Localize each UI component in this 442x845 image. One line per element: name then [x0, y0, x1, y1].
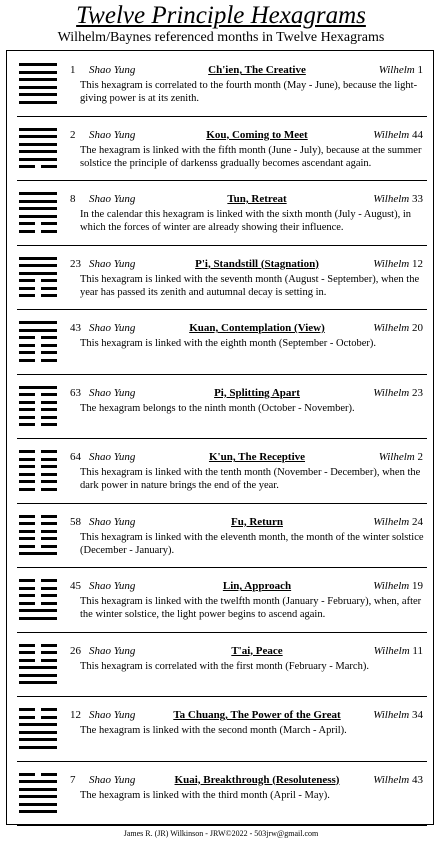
- yang-line: [19, 674, 57, 677]
- yin-line: [19, 587, 57, 590]
- shao-yung-number: 8: [70, 193, 76, 205]
- line-segment: [19, 294, 35, 297]
- shao-yung-label: Shao Yung: [89, 644, 136, 657]
- line-segment: [41, 458, 57, 461]
- yang-line: [19, 738, 57, 741]
- line-segment: [19, 71, 57, 74]
- yin-line: [19, 716, 57, 719]
- hexagram-entry: [7, 505, 433, 569]
- line-segment: [41, 708, 57, 711]
- wilhelm-label: Wilhelm: [373, 773, 410, 786]
- line-segment: [19, 480, 35, 483]
- wilhelm-number: 19: [412, 580, 423, 592]
- yang-line: [19, 723, 57, 726]
- shao-yung-number: 43: [70, 322, 81, 334]
- hexagram-description: This hexagram is linked with the tenth month (November - December), when the dark power in nature brings the end of the year.: [80, 467, 421, 491]
- hexagram-description: This hexagram is linked with the twelfth month (January - February), when, after the winter solstice, the light power begins to ascend again.: [80, 596, 422, 620]
- wilhelm-number: 12: [412, 257, 423, 270]
- wilhelm-label: Wilhelm: [373, 580, 410, 592]
- shao-yung-number: 23: [70, 257, 81, 270]
- shao-yung-label: Shao Yung: [89, 709, 136, 721]
- wilhelm-label: Wilhelm: [373, 709, 410, 721]
- yin-line: [19, 351, 57, 354]
- yin-line: [19, 579, 57, 582]
- yang-line: [19, 101, 57, 104]
- line-segment: [19, 602, 35, 605]
- wilhelm-number: 2: [417, 451, 423, 463]
- hexagram-description: The hexagram is linked with the fifth month (June - July), because at the summer solstice the principle of darkenss gradually becomes ascendant again.: [80, 144, 422, 169]
- yang-line: [19, 78, 57, 81]
- wilhelm-number: 44: [412, 128, 423, 141]
- wilhelm-number: 43: [412, 773, 423, 786]
- wilhelm-reference: [379, 64, 423, 77]
- line-segment: [19, 63, 57, 66]
- wilhelm-label: Wilhelm: [378, 451, 415, 463]
- yang-line: [19, 731, 57, 734]
- line-segment: [41, 594, 57, 597]
- entry-divider: [17, 567, 427, 568]
- hexagram-entry: [7, 182, 433, 246]
- hexagram-description: In the calendar this hexagram is linked with the sixth month (July - August), in which the forces of winter are already showing their influence.: [80, 209, 411, 233]
- line-segment: [41, 230, 57, 233]
- wilhelm-number: 24: [412, 515, 423, 528]
- shao-yung-number: 64: [70, 451, 81, 463]
- yang-line: [19, 386, 57, 389]
- footer-credit: James R. (JR) Wilkinson - JRW©2022 - 503jrw@gmail.com: [123, 829, 319, 838]
- yin-line: [19, 515, 57, 518]
- line-segment: [19, 222, 35, 225]
- yin-line: [19, 294, 57, 297]
- line-segment: [41, 336, 57, 339]
- wilhelm-reference: [373, 129, 423, 142]
- entry-divider: [17, 374, 427, 375]
- yin-line: [19, 708, 57, 711]
- hexagram-description: The hexagram belongs to the ninth month (October - November).: [80, 402, 355, 414]
- line-segment: [41, 522, 57, 525]
- line-segment: [19, 165, 35, 168]
- hexagram-name: Pi, Splitting Apart: [214, 386, 300, 399]
- line-segment: [41, 530, 57, 533]
- line-segment: [41, 408, 57, 411]
- shao-yung-number: 12: [70, 709, 81, 721]
- line-segment: [19, 336, 35, 339]
- line-segment: [19, 681, 57, 684]
- yin-line: [19, 602, 57, 605]
- shao-yung-label: Shao Yung: [89, 322, 136, 334]
- line-segment: [19, 200, 57, 203]
- wilhelm-reference: [373, 580, 423, 593]
- yang-line: [19, 780, 57, 783]
- line-segment: [19, 473, 35, 476]
- line-segment: [41, 473, 57, 476]
- line-segment: [41, 359, 57, 362]
- line-segment: [19, 780, 57, 783]
- line-segment: [19, 617, 57, 620]
- yang-line: [19, 788, 57, 791]
- hexagram-entry: [7, 53, 433, 117]
- wilhelm-number: 34: [412, 709, 423, 721]
- line-segment: [19, 401, 35, 404]
- yin-line: [19, 659, 57, 662]
- yin-line: [19, 165, 57, 168]
- line-segment: [19, 393, 35, 396]
- yang-line: [19, 257, 57, 260]
- shao-yung-number: 26: [70, 644, 81, 657]
- yin-line: [19, 416, 57, 419]
- wilhelm-label: Wilhelm: [378, 64, 415, 76]
- line-segment: [19, 416, 35, 419]
- line-segment: [19, 587, 35, 590]
- wilhelm-number: 20: [412, 322, 423, 334]
- line-segment: [19, 810, 57, 813]
- line-segment: [19, 215, 57, 218]
- hexagram-entry: [7, 698, 433, 762]
- entry-divider: [17, 825, 427, 826]
- hexagram-name: Ch'ien, The Creative: [208, 64, 306, 76]
- wilhelm-reference: [373, 193, 423, 206]
- yang-line: [19, 200, 57, 203]
- line-segment: [19, 192, 57, 195]
- hexagram-name: T'ai, Peace: [231, 644, 283, 657]
- line-segment: [41, 351, 57, 354]
- yin-line: [19, 545, 57, 548]
- shao-yung-label: Shao Yung: [89, 64, 136, 76]
- line-segment: [41, 279, 57, 282]
- entry-divider: [17, 503, 427, 504]
- line-segment: [41, 659, 57, 662]
- yin-line: [19, 230, 57, 233]
- entry-divider: [17, 309, 427, 310]
- wilhelm-number: 11: [412, 644, 423, 657]
- yang-line: [19, 207, 57, 210]
- line-segment: [19, 659, 35, 662]
- line-segment: [41, 450, 57, 453]
- hexagram-description: The hexagram is linked with the third month (April - May).: [80, 789, 330, 801]
- wilhelm-label: Wilhelm: [373, 515, 410, 528]
- yin-line: [19, 393, 57, 396]
- line-segment: [19, 128, 57, 131]
- yin-line: [19, 465, 57, 468]
- line-segment: [41, 423, 57, 426]
- yang-line: [19, 93, 57, 96]
- yang-line: [19, 666, 57, 669]
- line-segment: [19, 257, 57, 260]
- yang-line: [19, 150, 57, 153]
- line-segment: [19, 666, 57, 669]
- line-segment: [19, 143, 57, 146]
- line-segment: [19, 773, 35, 776]
- shao-yung-number: 2: [70, 128, 76, 141]
- line-segment: [41, 488, 57, 491]
- yang-line: [19, 552, 57, 555]
- line-segment: [19, 321, 57, 324]
- line-segment: [41, 644, 57, 647]
- line-segment: [19, 803, 57, 806]
- line-segment: [19, 272, 57, 275]
- yang-line: [19, 810, 57, 813]
- line-segment: [41, 587, 57, 590]
- page-title: Twelve Principle Hexagrams: [76, 2, 366, 29]
- shao-yung-number: 1: [70, 64, 76, 76]
- line-segment: [19, 674, 57, 677]
- yang-line: [19, 215, 57, 218]
- yin-line: [19, 222, 57, 225]
- line-segment: [19, 86, 57, 89]
- line-segment: [41, 294, 57, 297]
- line-segment: [19, 279, 35, 282]
- wilhelm-reference: [373, 322, 423, 335]
- entry-divider: [17, 116, 427, 117]
- hexagram-entry: [7, 569, 433, 633]
- hexagram-entry: [7, 763, 433, 827]
- hexagram-description: This hexagram is correlated to the fourth month (May - June), because the light-giving power is at its zenith.: [80, 80, 418, 104]
- line-segment: [19, 101, 57, 104]
- entry-divider: [17, 438, 427, 439]
- yin-line: [19, 408, 57, 411]
- hexagram-name: Kou, Coming to Meet: [206, 128, 308, 141]
- line-segment: [19, 644, 35, 647]
- line-segment: [19, 351, 35, 354]
- yin-line: [19, 450, 57, 453]
- hexagram-description: This hexagram is linked with the seventh month (August - September), when the year has passed its zenith and autumnal decay is setting in.: [80, 273, 420, 298]
- hexagram-description: This hexagram is linked with the eleventh month, the month of the winter solstice (December - January).: [80, 531, 424, 556]
- line-segment: [19, 359, 35, 362]
- line-segment: [19, 408, 35, 411]
- shao-yung-label: Shao Yung: [89, 257, 136, 270]
- line-segment: [19, 723, 57, 726]
- line-segment: [19, 530, 35, 533]
- line-segment: [19, 515, 35, 518]
- wilhelm-reference: [373, 774, 423, 787]
- line-segment: [41, 416, 57, 419]
- yang-line: [19, 128, 57, 131]
- entry-divider: [17, 245, 427, 246]
- hexagram-entry: [7, 247, 433, 311]
- wilhelm-number: 33: [412, 193, 423, 205]
- shao-yung-label: Shao Yung: [89, 193, 136, 205]
- yin-line: [19, 594, 57, 597]
- line-segment: [19, 150, 57, 153]
- yang-line: [19, 746, 57, 749]
- yin-line: [19, 287, 57, 290]
- yin-line: [19, 423, 57, 426]
- line-segment: [19, 78, 57, 81]
- line-segment: [19, 264, 57, 267]
- wilhelm-reference: [373, 516, 423, 529]
- hexagram-name: Tun, Retreat: [227, 193, 287, 205]
- yin-line: [19, 473, 57, 476]
- line-segment: [41, 165, 57, 168]
- wilhelm-reference: [373, 387, 423, 400]
- line-segment: [19, 158, 57, 161]
- shao-yung-label: Shao Yung: [89, 515, 136, 528]
- line-segment: [19, 708, 35, 711]
- shao-yung-label: Shao Yung: [89, 386, 136, 399]
- yin-line: [19, 336, 57, 339]
- line-segment: [19, 651, 35, 654]
- yin-line: [19, 480, 57, 483]
- yin-line: [19, 401, 57, 404]
- shao-yung-label: Shao Yung: [89, 773, 136, 786]
- line-segment: [41, 773, 57, 776]
- yang-line: [19, 272, 57, 275]
- line-segment: [19, 537, 35, 540]
- hexagram-entry: [7, 634, 433, 698]
- yin-line: [19, 651, 57, 654]
- line-segment: [41, 465, 57, 468]
- line-segment: [19, 93, 57, 96]
- entry-divider: [17, 180, 427, 181]
- yang-line: [19, 71, 57, 74]
- wilhelm-number: 1: [417, 64, 423, 76]
- line-segment: [19, 230, 35, 233]
- hexagram-description: This hexagram is linked with the eighth month (September - October).: [80, 338, 376, 349]
- line-segment: [19, 458, 35, 461]
- line-segment: [19, 329, 57, 332]
- line-segment: [41, 515, 57, 518]
- line-segment: [19, 386, 57, 389]
- line-segment: [41, 651, 57, 654]
- hexagram-name: K'un, The Receptive: [208, 451, 306, 463]
- line-segment: [41, 602, 57, 605]
- yang-line: [19, 63, 57, 66]
- line-segment: [19, 746, 57, 749]
- hexagram-entry: [7, 311, 433, 375]
- shao-yung-number: 45: [70, 580, 81, 592]
- line-segment: [19, 135, 57, 138]
- line-segment: [19, 552, 57, 555]
- line-segment: [19, 207, 57, 210]
- yin-line: [19, 537, 57, 540]
- yin-line: [19, 773, 57, 776]
- line-segment: [19, 594, 35, 597]
- hexagram-name: Ta Chuang, The Power of the Great: [173, 709, 341, 721]
- yang-line: [19, 321, 57, 324]
- wilhelm-number: 23: [412, 386, 423, 399]
- entry-divider: [17, 632, 427, 633]
- yang-line: [19, 795, 57, 798]
- wilhelm-label: Wilhelm: [373, 386, 410, 399]
- hexagram-table-frame: [6, 50, 434, 825]
- line-segment: [41, 537, 57, 540]
- yang-line: [19, 329, 57, 332]
- line-segment: [41, 401, 57, 404]
- wilhelm-reference: [379, 451, 423, 464]
- yin-line: [19, 644, 57, 647]
- line-segment: [19, 788, 57, 791]
- hexagram-description: The hexagram is linked with the second month (March - April).: [80, 725, 347, 736]
- yin-line: [19, 488, 57, 491]
- entry-divider: [17, 696, 427, 697]
- wilhelm-reference: [374, 645, 423, 658]
- yin-line: [19, 530, 57, 533]
- yang-line: [19, 192, 57, 195]
- wilhelm-label: Wilhelm: [373, 257, 410, 270]
- line-segment: [19, 579, 35, 582]
- hexagram-name: Kuan, Contemplation (View): [189, 322, 325, 334]
- page-subtitle: Wilhelm/Baynes referenced months in Twelve Hexagrams: [57, 30, 385, 45]
- wilhelm-label: Wilhelm: [373, 644, 410, 657]
- yin-line: [19, 458, 57, 461]
- line-segment: [19, 716, 35, 719]
- yang-line: [19, 609, 57, 612]
- line-segment: [19, 545, 35, 548]
- hexagram-name: Lin, Approach: [222, 580, 292, 592]
- hexagram-description: This hexagram is correlated with the first month (February - March).: [80, 660, 369, 672]
- line-segment: [19, 609, 57, 612]
- line-segment: [41, 545, 57, 548]
- line-segment: [19, 731, 57, 734]
- entry-divider: [17, 761, 427, 762]
- yin-line: [19, 344, 57, 347]
- shao-yung-number: 63: [70, 386, 81, 399]
- line-segment: [19, 465, 35, 468]
- line-segment: [41, 222, 57, 225]
- yin-line: [19, 522, 57, 525]
- shao-yung-label: Shao Yung: [89, 128, 136, 141]
- line-segment: [41, 480, 57, 483]
- hexagram-entry: [7, 376, 433, 440]
- yang-line: [19, 158, 57, 161]
- yin-line: [19, 359, 57, 362]
- hexagram-name: Fu, Return: [231, 515, 283, 528]
- line-segment: [19, 423, 35, 426]
- yang-line: [19, 617, 57, 620]
- shao-yung-label: Shao Yung: [89, 580, 136, 592]
- hexagram-entry: [7, 118, 433, 182]
- line-segment: [41, 344, 57, 347]
- yang-line: [19, 143, 57, 146]
- yang-line: [19, 264, 57, 267]
- line-segment: [19, 738, 57, 741]
- line-segment: [41, 393, 57, 396]
- line-segment: [19, 795, 57, 798]
- hexagram-name: P'i, Standstill (Stagnation): [195, 257, 319, 270]
- line-segment: [41, 579, 57, 582]
- line-segment: [19, 287, 35, 290]
- shao-yung-label: Shao Yung: [89, 451, 136, 463]
- yang-line: [19, 135, 57, 138]
- hexagram-entry: [7, 440, 433, 504]
- yang-line: [19, 681, 57, 684]
- yang-line: [19, 803, 57, 806]
- yin-line: [19, 279, 57, 282]
- shao-yung-number: 7: [70, 773, 76, 786]
- wilhelm-label: Wilhelm: [373, 128, 410, 141]
- wilhelm-label: Wilhelm: [373, 322, 410, 334]
- wilhelm-reference: [373, 709, 423, 722]
- wilhelm-label: Wilhelm: [373, 193, 410, 205]
- line-segment: [19, 450, 35, 453]
- line-segment: [19, 344, 35, 347]
- line-segment: [41, 287, 57, 290]
- shao-yung-number: 58: [70, 515, 81, 528]
- hexagram-name: Kuai, Breakthrough (Resoluteness): [174, 773, 340, 786]
- line-segment: [19, 488, 35, 491]
- line-segment: [41, 716, 57, 719]
- yang-line: [19, 86, 57, 89]
- wilhelm-reference: [373, 258, 423, 271]
- line-segment: [19, 522, 35, 525]
